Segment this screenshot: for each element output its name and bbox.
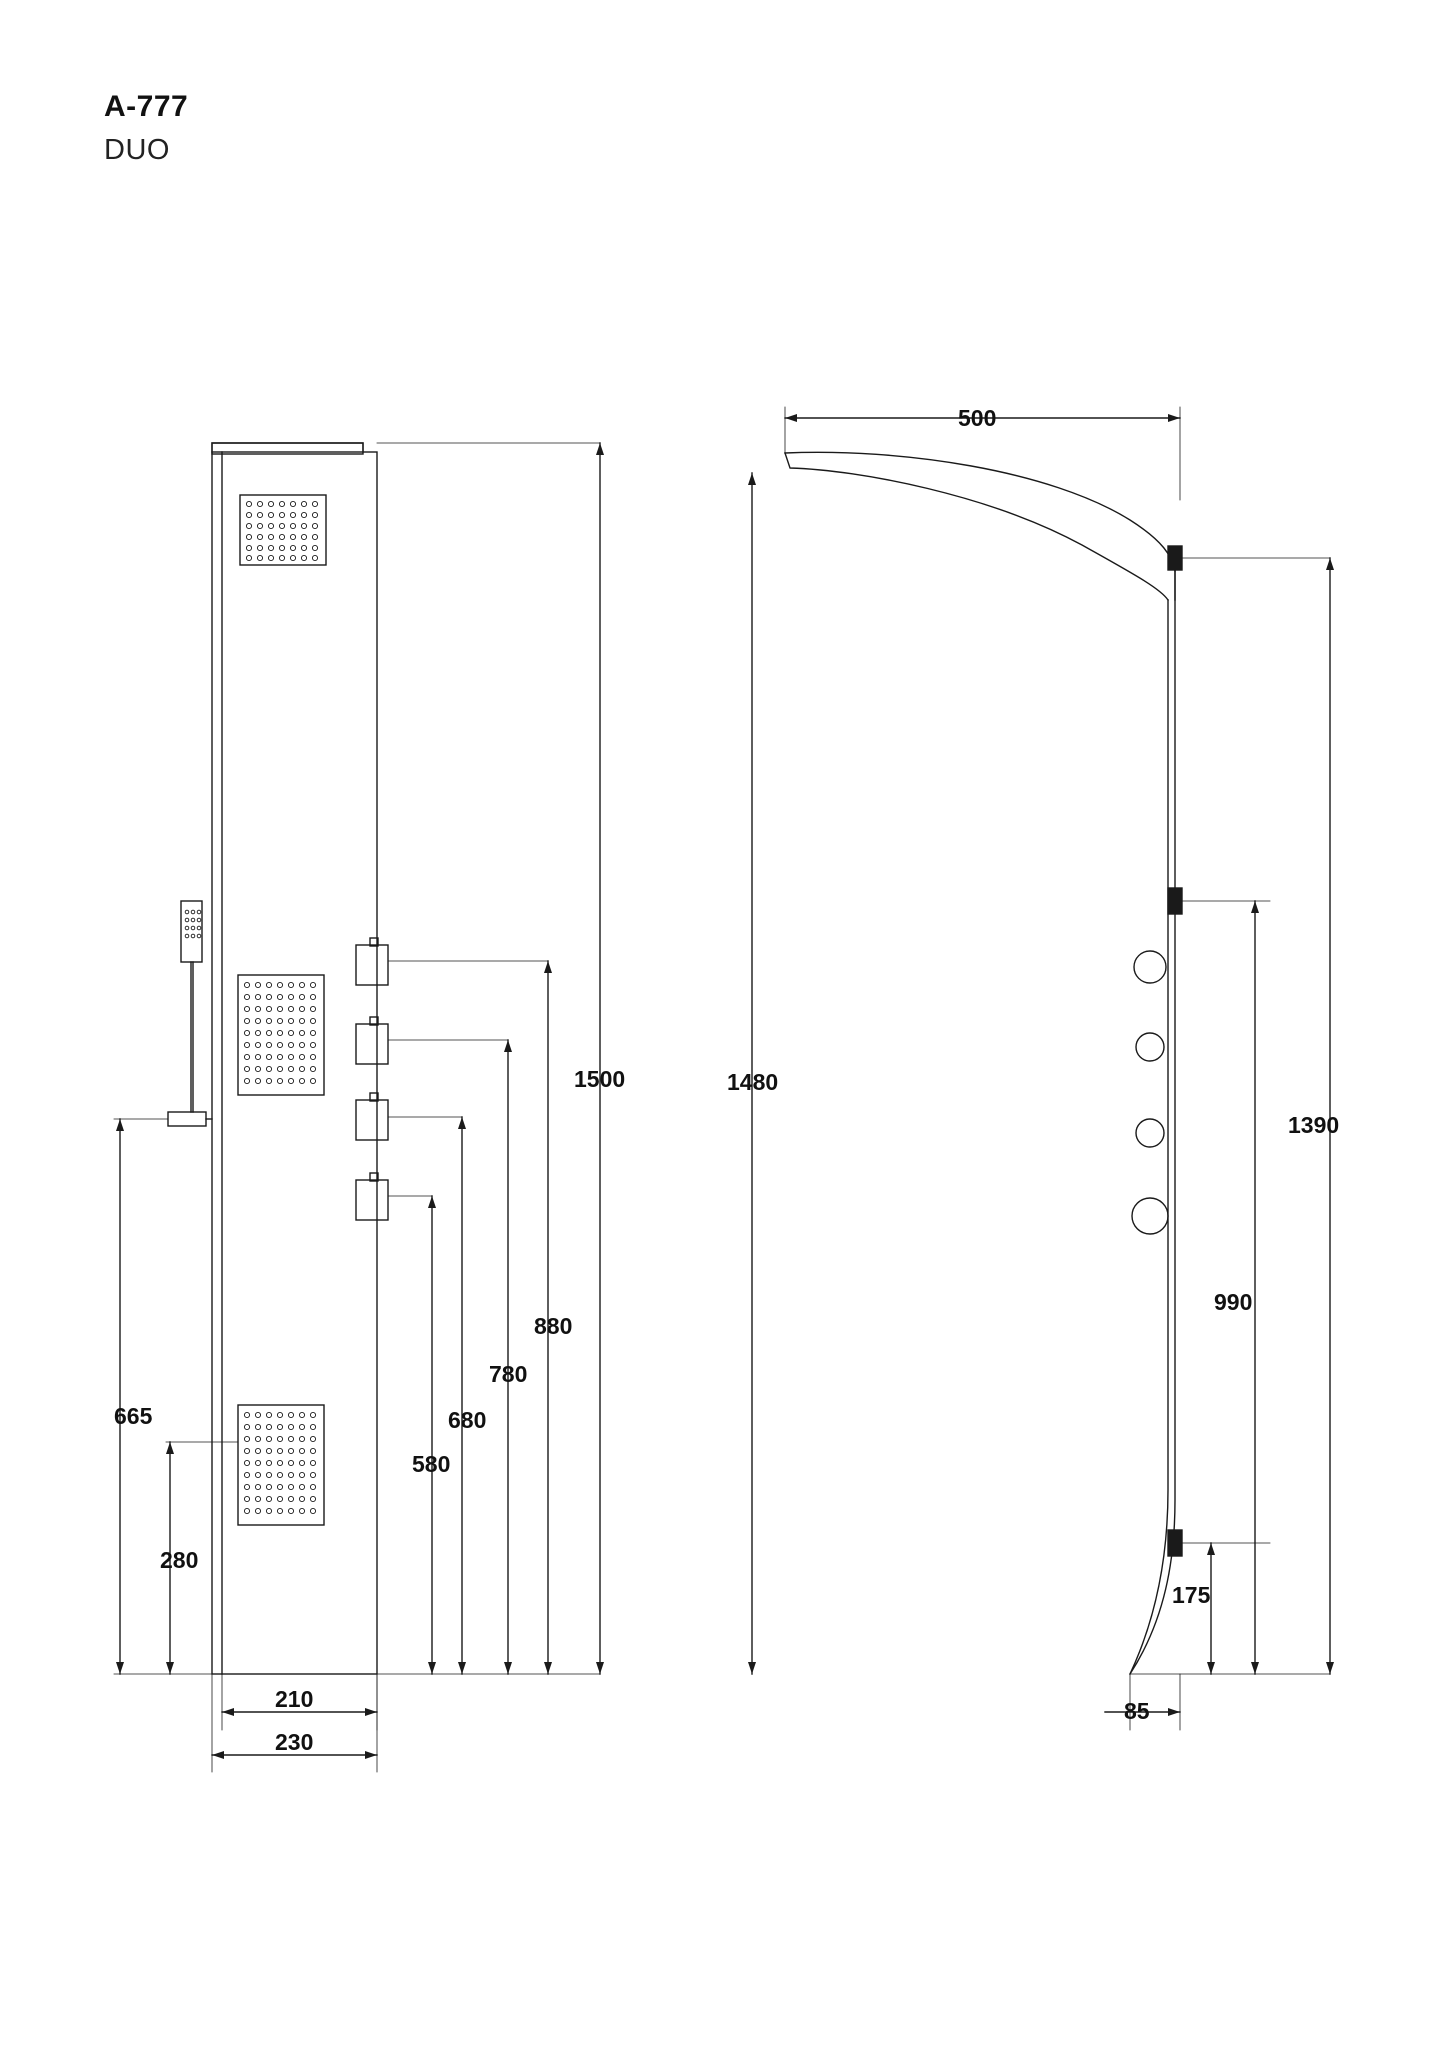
dim-label-500: 500 [958,405,997,431]
dim-label-85: 85 [1124,1698,1150,1724]
dim-780 [504,1040,512,1674]
dim-label-280: 280 [160,1547,199,1573]
dim-label-210: 210 [275,1686,314,1712]
dim-665 [116,1119,124,1674]
dim-label-230: 230 [275,1729,314,1755]
dim-label-780: 780 [489,1361,528,1387]
dim-label-880: 880 [534,1313,573,1339]
dim-label-1480: 1480 [727,1069,779,1095]
dim-175 [1207,1543,1215,1674]
dim-580 [428,1196,436,1674]
page-subtitle: DUO [104,134,170,166]
dim-label-990: 990 [1214,1289,1253,1315]
page-title: A-777 [104,90,189,123]
dim-label-1390: 1390 [1288,1112,1340,1138]
dim-label-680: 680 [448,1407,487,1433]
dim-label-175: 175 [1172,1582,1211,1608]
dim-label-1500: 1500 [574,1066,626,1092]
dim-680 [458,1117,466,1674]
side-view [748,407,1334,1730]
dim-label-665: 665 [114,1403,153,1429]
control-valves [356,938,388,1220]
dim-990 [1251,901,1259,1674]
hand-shower [168,901,212,1126]
dim-1500 [596,443,604,1674]
dim-label-580: 580 [412,1451,451,1477]
